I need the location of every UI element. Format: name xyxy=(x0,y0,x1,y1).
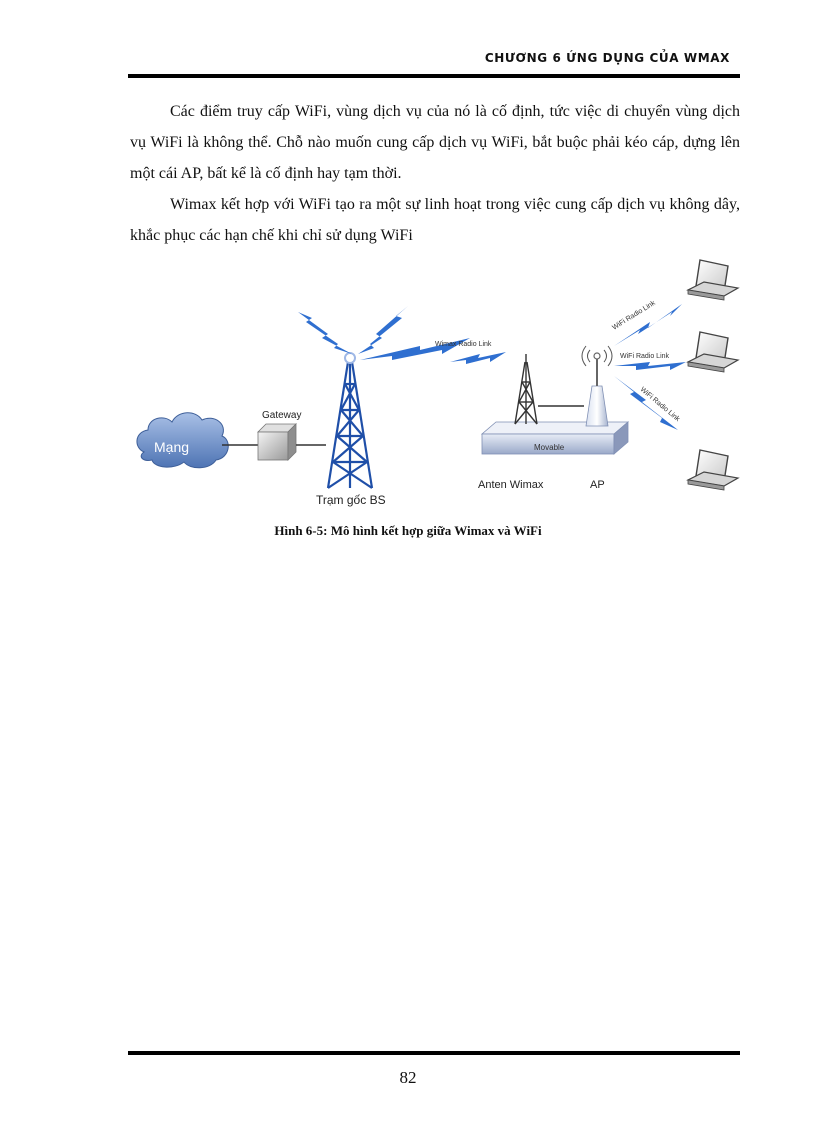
gateway-icon xyxy=(258,424,296,460)
paragraph: Các điểm truy cấp WiFi, vùng dịch vụ của nó là cố định, tức việc di chuyển vùng dịch vụ WiFi là không thể. Chỗ nào muốn cung cấp dịch vụ WiFi, bắt buộc phải kéo cáp, dựng lên một cái AP, bất kể là cố định hay tạm thời. xyxy=(130,103,740,182)
network-label: Mạng xyxy=(154,439,190,455)
movable-label: Movable xyxy=(534,443,565,452)
antenna-glow-icon xyxy=(345,353,355,363)
paragraph: Wimax kết hợp với WiFi tạo ra một sự linh hoạt trong việc cung cấp dịch vụ không dây, khắc phục các hạn chế khi chỉ sử dụng WiFi xyxy=(130,196,740,244)
wifi-link-label: WiFi Radio Link xyxy=(620,353,670,360)
chapter-header: CHƯƠNG 6 ỨNG DỤNG CỦA WMAX xyxy=(484,51,730,65)
base-station-label: Trạm gốc BS xyxy=(316,493,386,507)
footer-rule xyxy=(128,1051,740,1055)
page-number: 82 xyxy=(399,1068,417,1087)
gateway-label: Gateway xyxy=(262,410,302,421)
wimax-link-label: Wimax Radio Link xyxy=(435,341,492,348)
lightning-icon xyxy=(298,306,470,360)
wimax-antenna-label: Anten Wimax xyxy=(478,479,544,491)
laptop-icon xyxy=(688,260,738,300)
body-text xyxy=(130,96,740,251)
laptop-icon xyxy=(688,332,738,372)
access-point-label: AP xyxy=(590,479,605,491)
laptop-icon xyxy=(688,450,738,490)
wifi-link-label: WiFi Radio Link xyxy=(611,299,657,332)
wimax-link-lightning-icon xyxy=(450,352,506,364)
wimax-wifi-diagram xyxy=(130,254,742,516)
wimax-antenna-icon xyxy=(515,354,537,424)
network-cloud xyxy=(137,413,228,468)
wifi-link-label: WiFi Radio Link xyxy=(638,386,681,424)
figure-caption: Hình 6-5: Mô hình kết hợp giữa Wimax và WiFi xyxy=(274,523,542,538)
header-rule xyxy=(128,74,740,78)
access-point-icon xyxy=(586,353,608,426)
base-station-tower-icon xyxy=(328,356,372,488)
